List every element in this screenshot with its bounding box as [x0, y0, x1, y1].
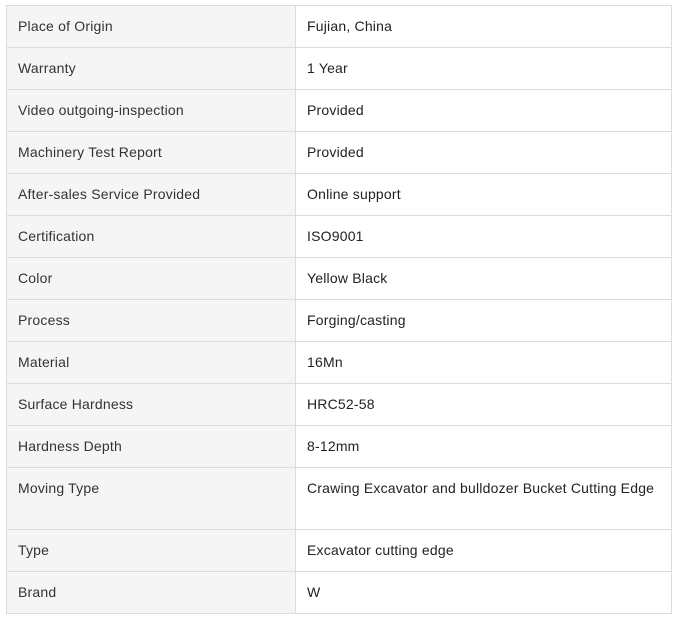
- table-row: [7, 530, 672, 572]
- spec-value: Online support: [296, 174, 672, 216]
- spec-key: Certification: [7, 216, 296, 258]
- spec-table: [6, 5, 672, 614]
- spec-value: Yellow Black: [296, 258, 672, 300]
- spec-value: Excavator cutting edge: [296, 530, 672, 572]
- spec-key: Color: [7, 258, 296, 300]
- spec-key: After-sales Service Provided: [7, 174, 296, 216]
- spec-key: Video outgoing-inspection: [7, 90, 296, 132]
- table-row: [7, 132, 672, 174]
- table-row: [7, 216, 672, 258]
- spec-key: Type: [7, 530, 296, 572]
- spec-key: Warranty: [7, 48, 296, 90]
- spec-value: Forging/casting: [296, 300, 672, 342]
- table-row: [7, 342, 672, 384]
- spec-value: ISO9001: [296, 216, 672, 258]
- table-row: [7, 384, 672, 426]
- spec-key: Material: [7, 342, 296, 384]
- spec-key: Hardness Depth: [7, 426, 296, 468]
- spec-value: 8-12mm: [296, 426, 672, 468]
- table-row: [7, 48, 672, 90]
- spec-value: W: [296, 572, 672, 614]
- spec-key: Place of Origin: [7, 6, 296, 48]
- table-row: [7, 300, 672, 342]
- table-row: [7, 468, 672, 530]
- spec-value: Fujian, China: [296, 6, 672, 48]
- spec-value: 16Mn: [296, 342, 672, 384]
- table-row: [7, 174, 672, 216]
- spec-key: Process: [7, 300, 296, 342]
- spec-key: Surface Hardness: [7, 384, 296, 426]
- table-row: [7, 6, 672, 48]
- spec-value: Provided: [296, 90, 672, 132]
- spec-value: Crawing Excavator and bulldozer Bucket Cutting Edge: [296, 468, 672, 530]
- table-row: [7, 258, 672, 300]
- spec-value: HRC52-58: [296, 384, 672, 426]
- table-row: [7, 572, 672, 614]
- spec-key: Brand: [7, 572, 296, 614]
- spec-key: Moving Type: [7, 468, 296, 530]
- spec-key: Machinery Test Report: [7, 132, 296, 174]
- spec-value: Provided: [296, 132, 672, 174]
- spec-value: 1 Year: [296, 48, 672, 90]
- table-row: [7, 426, 672, 468]
- table-row: [7, 90, 672, 132]
